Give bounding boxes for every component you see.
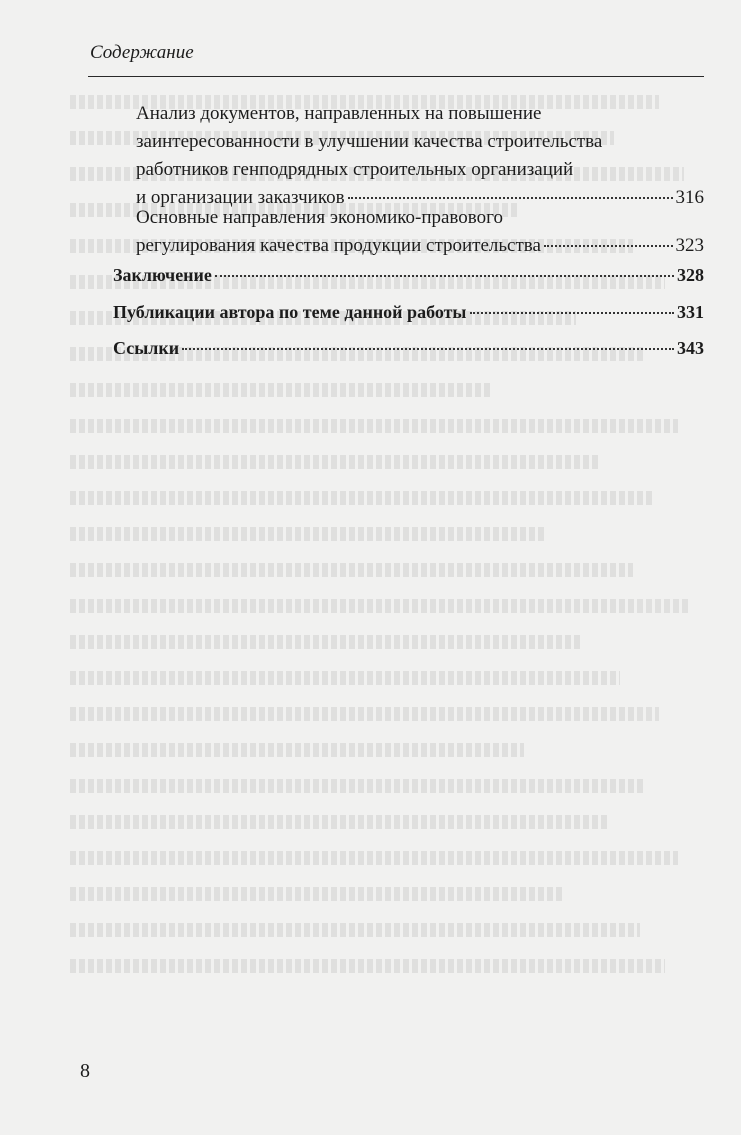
dot-leader xyxy=(544,245,673,247)
header-rule xyxy=(88,76,704,77)
toc-page-number: 316 xyxy=(675,187,704,208)
toc-entry-conclusion: Заключение 328 xyxy=(113,261,704,289)
toc-page-number: 331 xyxy=(677,302,704,322)
toc-entry-line: заинтересованности в улучшении качества строительства xyxy=(136,131,603,152)
running-header-title: Содержание xyxy=(90,42,194,63)
toc-entry-line: Основные направления экономико-правового xyxy=(136,207,503,228)
toc-page-number: 343 xyxy=(677,338,704,358)
dot-leader xyxy=(215,275,674,277)
page-number: 8 xyxy=(80,1060,90,1082)
toc-entry-line: Анализ документов, направленных на повышение xyxy=(136,103,542,124)
toc-entry xyxy=(136,100,704,212)
toc-entry xyxy=(136,204,704,260)
toc-entry-line: работников генподрядных строительных организаций xyxy=(136,159,574,180)
toc-entry-last-line: и организации заказчиков 316 xyxy=(136,184,704,212)
toc-entry-references: Ссылки 343 xyxy=(113,334,704,362)
dot-leader xyxy=(348,197,673,199)
toc-page-number: 323 xyxy=(675,235,704,256)
toc-entry-last-line: регулирования качества продукции строительства 323 xyxy=(136,232,704,260)
toc-page-number: 328 xyxy=(677,265,704,285)
toc-entry-publications: Публикации автора по теме данной работы 331 xyxy=(113,298,704,326)
dot-leader xyxy=(470,312,675,314)
dot-leader xyxy=(182,348,674,350)
